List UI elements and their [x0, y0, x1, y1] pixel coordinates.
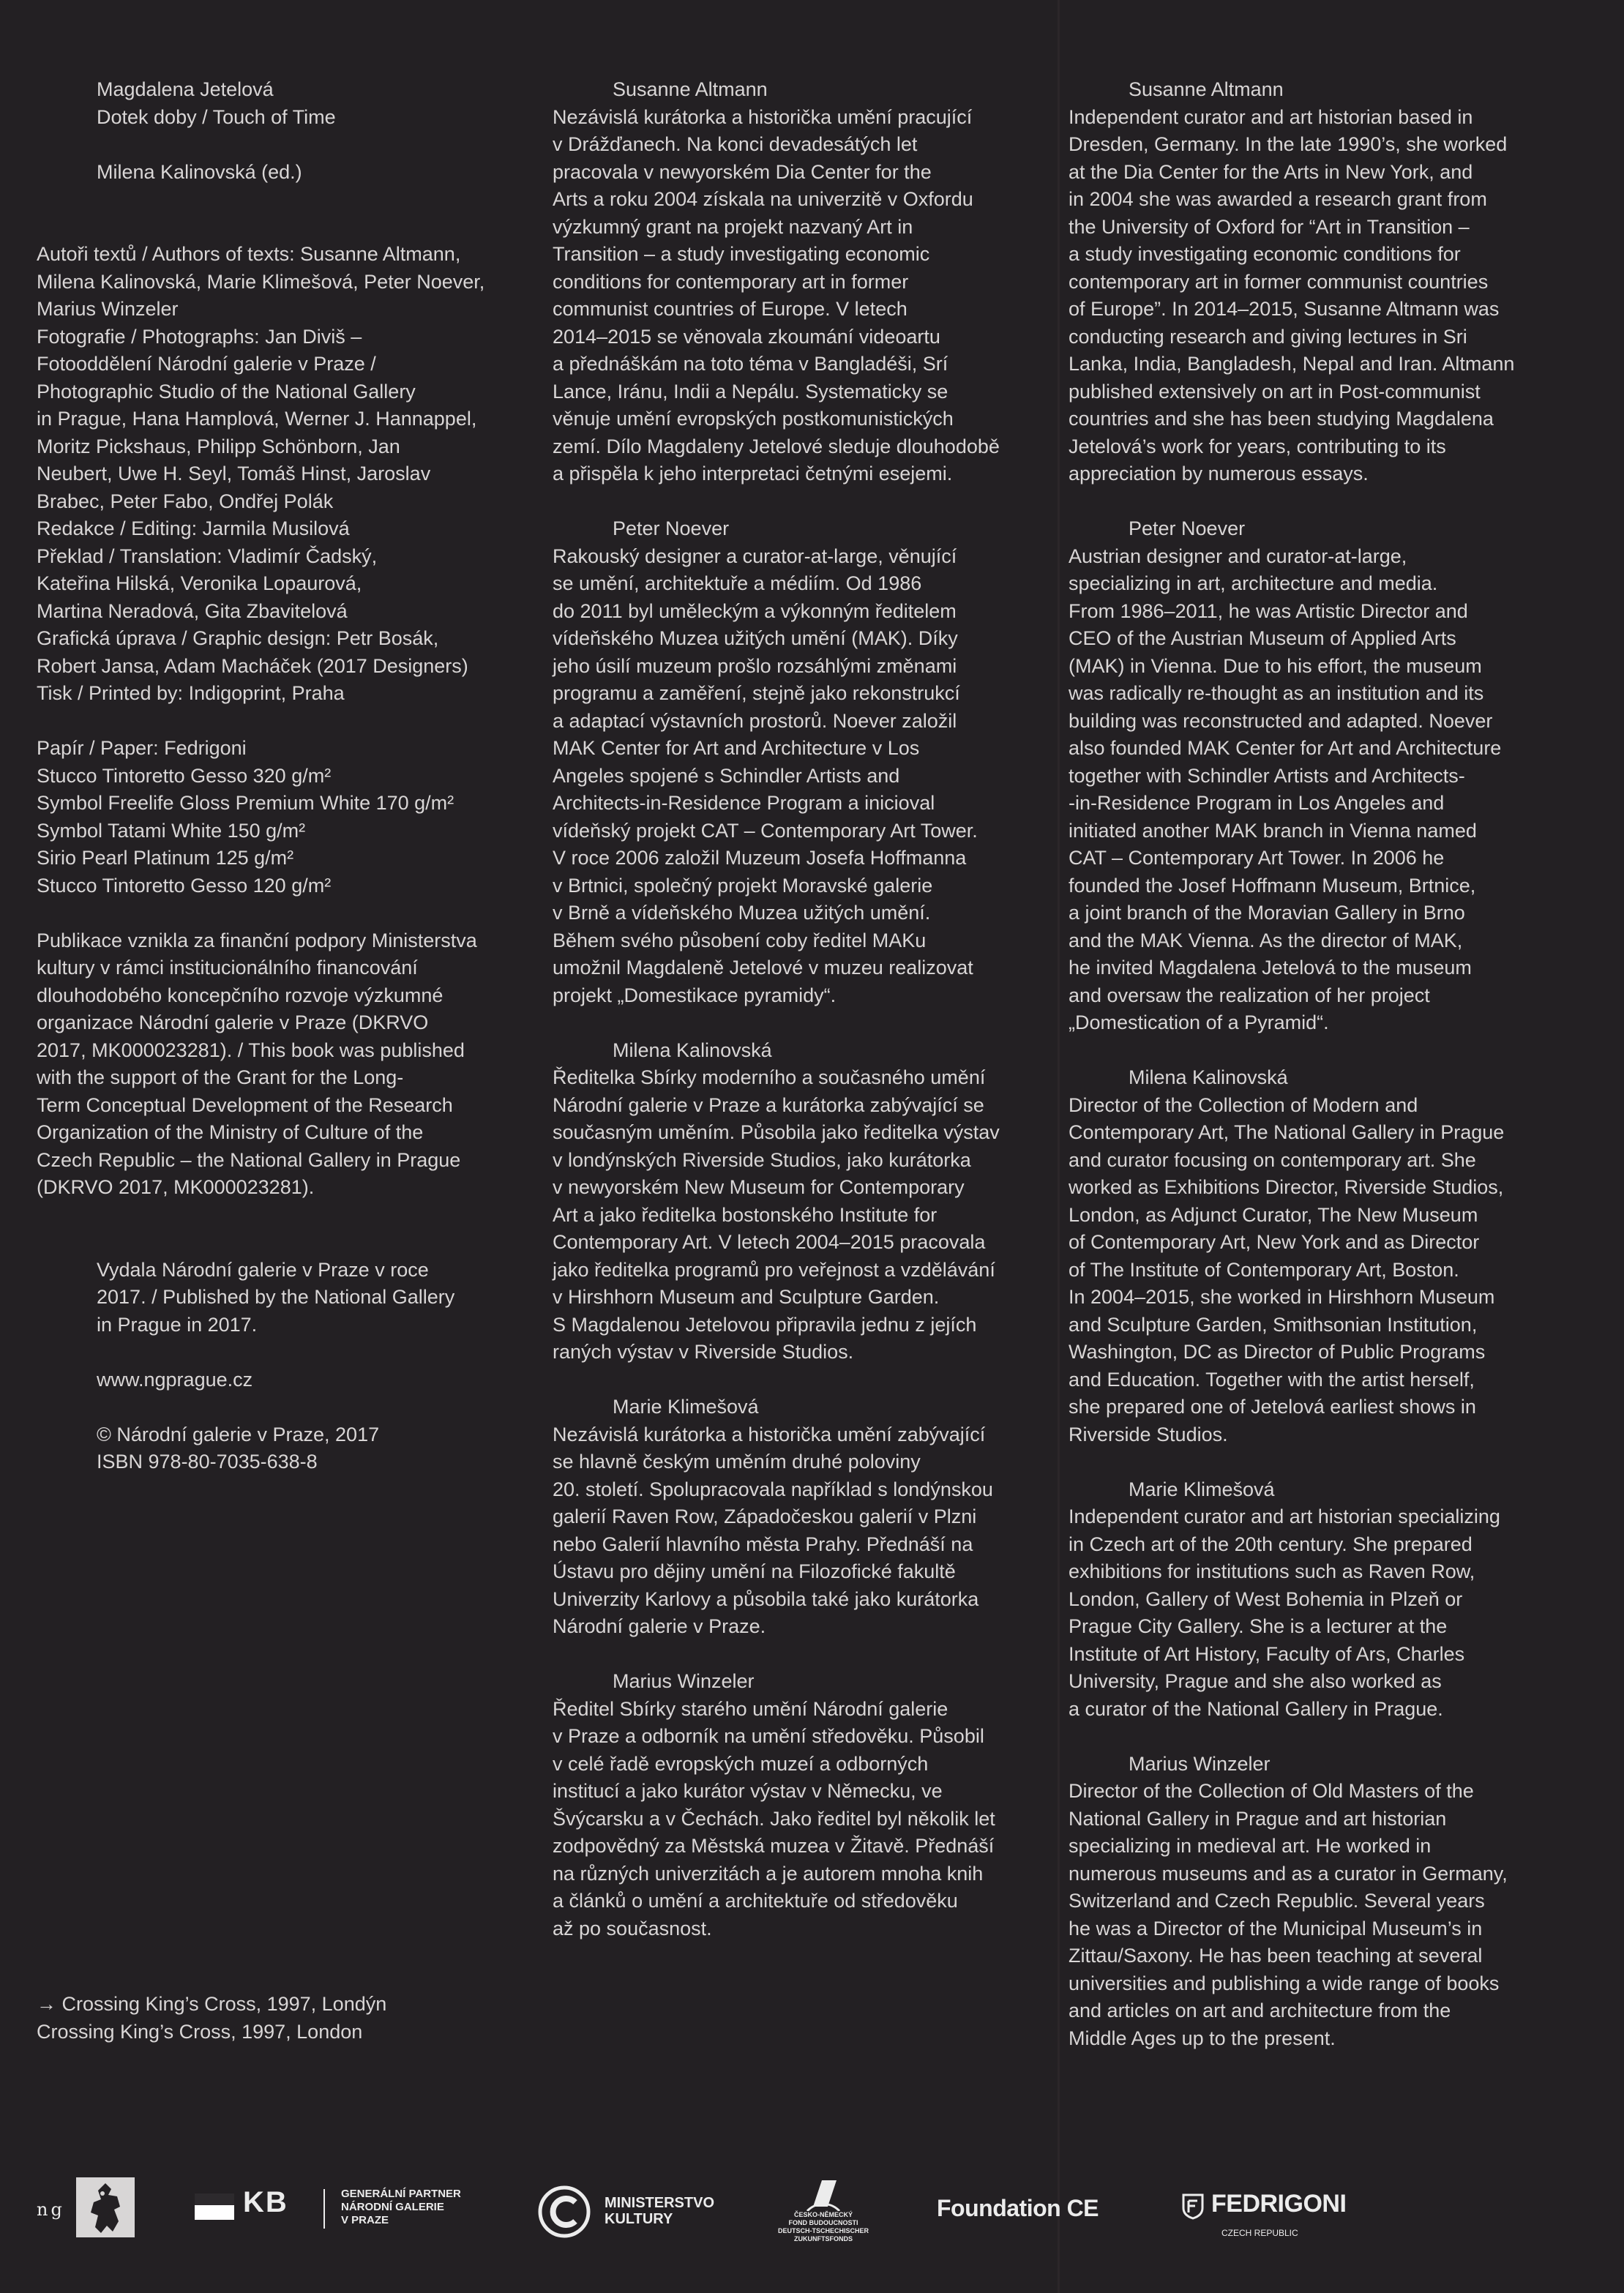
bio-name: Marius Winzeler [613, 1670, 755, 1692]
text-line: Photographic Studio of the National Gallery [37, 380, 416, 403]
text-line: Martina Neradová, Gita Zbavitelová [37, 599, 348, 622]
text-line: Crossing King’s Cross, 1997, London [37, 2020, 363, 2043]
bio-name: Susanne Altmann [613, 78, 768, 100]
foundation-ce-logo: Foundation CE [937, 2195, 1099, 2221]
text-line: Grafická úprava / Graphic design: Petr Bosák, [37, 627, 439, 649]
bio-name: Susanne Altmann [1129, 78, 1284, 100]
ministry-circle-icon [537, 2185, 591, 2239]
bio-text-line: pracovala v newyorském Dia Center for the [553, 160, 932, 183]
funding-block [37, 927, 534, 1202]
bio-text-line: Národní galerie v Praze. [553, 1615, 766, 1637]
bio-text [1069, 1092, 1595, 1449]
kb-square-icon [195, 2193, 234, 2220]
text-line: Robert Jansa, Adam Macháček (2017 Designers) [37, 654, 468, 677]
bio-text-line: vídeňský projekt CAT – Contemporary Art Tower. [553, 819, 978, 842]
bio-text-line: Director of the Collection of Modern and [1069, 1093, 1418, 1116]
bio-text-line: institucí a jako kurátor výstav v Německu, ve [553, 1780, 943, 1802]
publisher-block [37, 1257, 534, 1339]
bio-text-line: and Education. Together with the artist herself, [1069, 1368, 1475, 1391]
text-line: Stucco Tintoretto Gesso 120 g/m² [37, 874, 332, 897]
bio-entry [1069, 1476, 1595, 1724]
bio-text-line: v londýnských Riverside Studios, jako kurátorka [553, 1148, 971, 1171]
text-line: (DKRVO 2017, MK000023281). [37, 1176, 315, 1198]
bio-text-line: the University of Oxford for “Art in Transition – [1069, 215, 1470, 238]
bio-entry [1069, 1751, 1595, 2053]
bio-text-line: at the Dia Center for the Arts in New York, and [1069, 160, 1473, 183]
bio-text-line: London, Gallery of West Bohemia in Plzeň or [1069, 1587, 1463, 1610]
lion-emblem-icon [76, 2177, 135, 2237]
bio-text-line: raných výstav v Riverside Studios. [553, 1341, 854, 1363]
bio-text-line: of The Institute of Contemporary Art, Boston. [1069, 1258, 1459, 1281]
bio-text-line: Arts a roku 2004 získala na univerzitě v Oxfordu [553, 188, 973, 210]
bio-text-line: appreciation by numerous essays. [1069, 463, 1369, 485]
text-line: in Prague, Hana Hamplová, Werner J. Hannappel, [37, 408, 477, 430]
bio-text-line: a study investigating economic conditions for [1069, 243, 1461, 265]
bio-text-line: V roce 2006 založil Muzeum Josefa Hoffmanna [553, 847, 967, 869]
ministry-text: MINISTERSTVO KULTURY [605, 2195, 715, 2227]
bio-text-line: Independent curator and art historian based in [1069, 105, 1473, 128]
bio-text-line: in 2004 she was awarded a research grant from [1069, 188, 1487, 210]
bio-text-line: and the MAK Vienna. As the director of MAK, [1069, 929, 1463, 951]
bio-text-line: specializing in art, architecture and media. [1069, 572, 1438, 594]
colophon-column [37, 76, 534, 1476]
page-fold [1058, 0, 1060, 2293]
bio-text-line: universities and publishing a wide range of books [1069, 1972, 1500, 1994]
text-line: Neubert, Uwe H. Seyl, Tomáš Hinst, Jaroslav [37, 463, 431, 485]
bio-text-line: founded the Josef Hoffmann Museum, Brtnice, [1069, 874, 1476, 897]
text-line: Symbol Tatami White 150 g/m² [37, 819, 306, 842]
bio-text-line: se umění, architektuře a médiím. Od 1986 [553, 572, 922, 594]
text-line: Moritz Pickshaus, Philipp Schönborn, Jan [37, 435, 400, 457]
bio-text-line: v Drážďanech. Na konci devadesátých let [553, 133, 918, 155]
ministry-of-culture-logo [537, 2185, 742, 2243]
text-line: with the support of the Grant for the Long- [37, 1066, 404, 1088]
bio-text-line: Middle Ages up to the present. [1069, 2027, 1336, 2049]
image-caption [37, 1991, 534, 2046]
bios-english-column [1069, 76, 1595, 2052]
text-line: Milena Kalinovská, Marie Klimešová, Peter Noever, [37, 270, 485, 293]
bio-text [1069, 104, 1595, 488]
bio-text-line: Contemporary Art. V letech 2004–2015 pracovala [553, 1231, 986, 1253]
bio-text-line: galerií Raven Row, Západočeskou galerií v Plzni [553, 1505, 977, 1527]
bio-text-line: Riverside Studios. [1069, 1423, 1228, 1445]
fedrigoni-subtitle: CZECH REPUBLIC [1221, 2228, 1298, 2238]
bio-entry [553, 1668, 1050, 1942]
bio-name: Marie Klimešová [613, 1396, 759, 1418]
bio-text-line: Švýcarsku a v Čechách. Jako ředitel byl několik let [553, 1807, 995, 1830]
bio-text-line: v Hirshhorn Museum and Sculpture Garden. [553, 1286, 940, 1308]
bio-text-line: 2014–2015 se věnovala zkoumání videoartu [553, 325, 940, 348]
text-line: in Prague in 2017. [97, 1313, 258, 1336]
bio-text [1069, 543, 1595, 1037]
bio-text-line: -in-Residence Program in Los Angeles and [1069, 792, 1445, 814]
bio-text-line: Jetelová’s work for years, contributing to its [1069, 435, 1446, 457]
bio-text-line: Switzerland and Czech Republic. Several years [1069, 1890, 1485, 1912]
fedrigoni-wordmark: FEDRIGONI [1211, 2190, 1347, 2218]
bio-text-line: v Brtnici, společný projekt Moravské galerie [553, 874, 933, 897]
bio-text-line: of Contemporary Art, New York and as Director [1069, 1231, 1480, 1253]
bio-text-line: (MAK) in Vienna. Due to his effort, the museum [1069, 654, 1482, 677]
bio-text-line: Ústavu pro dějiny umění na Filozofické fakultě [553, 1560, 956, 1582]
bio-text-line: building was reconstructed and adapted. Noever [1069, 709, 1493, 732]
bio-text-line: Lanka, India, Bangladesh, Nepal and Iran. Altmann [1069, 353, 1515, 375]
bio-text-line: initiated another MAK branch in Vienna named [1069, 819, 1477, 842]
text-line: Czech Republic – the National Gallery in Prague [37, 1148, 461, 1171]
text-line: Brabec, Peter Fabo, Ondřej Polák [37, 490, 334, 512]
bio-text-line: 20. století. Spolupracovala například s londýnskou [553, 1478, 993, 1500]
bio-text [553, 104, 1050, 488]
bio-text-line: programu a zaměření, stejně jako rekonstrukcí [553, 682, 960, 704]
bio-text-line: Austrian designer and curator-at-large, [1069, 545, 1407, 567]
text-line: Tisk / Printed by: Indigoprint, Praha [37, 682, 345, 704]
bio-text-line: University, Prague and she also worked as [1069, 1670, 1442, 1692]
paper-block [37, 735, 534, 899]
bio-text-line: conducting research and giving lectures in Sri [1069, 325, 1467, 348]
national-gallery-logo [37, 2177, 146, 2237]
bio-text-line: a joint branch of the Moravian Gallery in Brno [1069, 902, 1465, 924]
credits-block [37, 241, 534, 708]
bio-text-line: he invited Magdalena Jetelová to the museum [1069, 957, 1472, 979]
bio-text-line: až po současnost. [553, 1917, 712, 1939]
bio-text-line: and articles on art and architecture from the [1069, 2000, 1451, 2021]
kb-wordmark: KB [243, 2186, 288, 2218]
bio-text-line: Architects-in-Residence Program a inicioval [553, 792, 935, 814]
bio-text-line: Transition – a study investigating economic [553, 243, 930, 265]
text-line: Kateřina Hilská, Veronika Lopaurová, [37, 572, 362, 594]
bio-text-line: exhibitions for institutions such as Raven Row, [1069, 1560, 1475, 1582]
bios-czech-column [553, 76, 1050, 1942]
editor-name: Milena Kalinovská (ed.) [97, 160, 302, 183]
text-line: Marius Winzeler [37, 298, 179, 320]
bio-text-line: Prague City Gallery. She is a lecturer at the [1069, 1615, 1448, 1637]
bio-text-line: a článků o umění a architektuře od středověku [553, 1890, 958, 1912]
kb-logo [195, 2186, 502, 2236]
bio-name: Milena Kalinovská [1129, 1066, 1288, 1088]
bio-text-line: a přednáškám na toto téma v Bangladéši, Srí [553, 353, 948, 375]
bio-text-line: Independent curator and art historian specializing [1069, 1505, 1500, 1527]
bio-text-line: jako ředitelka programů pro veřejnost a vzdělávání [553, 1258, 995, 1281]
text-line: 2017. / Published by the National Gallery [97, 1286, 455, 1308]
bio-text [553, 1421, 1050, 1641]
bio-text-line: Zittau/Saxony. He has been teaching at several [1069, 1945, 1483, 1967]
bio-text-line: conditions for contemporary art in former [553, 270, 909, 293]
bio-text-line: Lance, Iránu, Indii a Nepálu. Systematicky se [553, 380, 948, 403]
text-line: Organization of the Ministry of Culture of the [37, 1121, 424, 1143]
bio-text-line: jeho úsilí muzeum prošlo rozsáhlými změnami [553, 654, 957, 677]
fund-text: ČESKO-NĚMECKÝ FOND BUDOUCNOSTI DEUTSCH-TSCHECHISCHER ZUKUNFTSFONDS [777, 2211, 869, 2242]
bio-name: Marie Klimešová [1129, 1478, 1275, 1500]
artist-name: Magdalena Jetelová [97, 78, 274, 100]
bio-text-line: S Magdalenou Jetelovou připravila jednu z jejích [553, 1313, 977, 1336]
bio-text-line: National Gallery in Prague and art historian [1069, 1807, 1447, 1830]
bio-text-line: was radically re-thought as an institution and its [1069, 682, 1484, 704]
bio-text-line: of Europe”. In 2014–2015, Susanne Altmann was [1069, 298, 1500, 320]
bio-text-line: a curator of the National Gallery in Prague. [1069, 1697, 1443, 1720]
bio-text-line: In 2004–2015, she worked in Hirshhorn Museum [1069, 1286, 1495, 1308]
bio-text-line: v newyorském New Museum for Contemporary [553, 1176, 965, 1198]
bio-text-line: současným uměním. Působila jako ředitelka výstav [553, 1121, 1000, 1143]
bio-text [553, 1696, 1050, 1943]
bio-text-line: Nezávislá kurátorka a historička umění zabývající [553, 1423, 986, 1445]
bio-text-line: published extensively on art in Post-communist [1069, 380, 1481, 403]
bio-text-line: Během svého působení coby ředitel MAKu [553, 929, 927, 951]
bio-text-line: he was a Director of the Municipal Museum’s in [1069, 1917, 1483, 1939]
bio-text-line: Ředitelka Sbírky moderního a současného umění [553, 1066, 986, 1088]
text-line: Term Conceptual Development of the Research [37, 1093, 453, 1116]
bio-text-line: umožnil Magdaleně Jetelové v muzeu realizovat [553, 957, 973, 979]
bio-text-line: zemí. Dílo Magdaleny Jetelové sleduje dlouhodobě [553, 435, 1000, 457]
bio-entry [1069, 1064, 1595, 1448]
bio-text [1069, 1503, 1595, 1723]
bio-text-line: she prepared one of Jetelová earliest shows in [1069, 1396, 1476, 1418]
bio-name: Marius Winzeler [1129, 1752, 1271, 1775]
bio-text-line: Univerzity Karlovy a působila také jako kurátorka [553, 1587, 979, 1610]
sponsor-logos [0, 2177, 1624, 2243]
bio-text-line: Director of the Collection of Old Masters of the [1069, 1780, 1474, 1802]
fund-emblem-icon [765, 2177, 882, 2211]
bio-text-line: Washington, DC as Director of Public Programs [1069, 1341, 1486, 1363]
bio-text-line: CAT – Contemporary Art Tower. In 2006 he [1069, 847, 1445, 869]
bio-text [1069, 1778, 1595, 2052]
isbn: ISBN 978-80-7035-638-8 [97, 1451, 318, 1473]
bio-text-line: also founded MAK Center for Art and Architecture [1069, 737, 1502, 759]
text-line: Sirio Pearl Platinum 125 g/m² [37, 847, 294, 869]
text-line: Stucco Tintoretto Gesso 320 g/m² [37, 764, 332, 787]
bio-text-line: výzkumný grant na projekt nazvaný Art in [553, 215, 913, 238]
bio-text-line: and Sculpture Garden, Smithsonian Institution, [1069, 1313, 1478, 1336]
bio-text-line: Nezávislá kurátorka a historička umění pracující [553, 105, 973, 128]
text-line: 2017, MK000023281). / This book was published [37, 1039, 465, 1061]
bio-entry [1069, 515, 1595, 1037]
bio-text-line: věnuje umění evropských postkomunistických [553, 408, 954, 430]
kb-divider [323, 2189, 325, 2229]
bio-text-line: Ředitel Sbírky starého umění Národní galerie [553, 1697, 948, 1720]
bio-text-line: v Brně a vídeňského Muzea užitých umění. [553, 902, 931, 924]
fedrigoni-logo [1182, 2192, 1358, 2236]
bio-name: Peter Noever [1129, 517, 1246, 539]
bio-entry [553, 1037, 1050, 1366]
bio-text-line: in Czech art of the 20th century. She prepared [1069, 1533, 1473, 1555]
text-line: Fotooddělení Národní galerie v Praze / [37, 353, 376, 375]
bio-name: Milena Kalinovská [613, 1039, 772, 1061]
bio-text-line: MAK Center for Art and Architecture v Los [553, 737, 920, 759]
text-line: Autoři textů / Authors of texts: Susanne Altmann, [37, 243, 461, 265]
bio-text-line: CEO of the Austrian Museum of Applied Arts [1069, 627, 1456, 649]
text-line: dlouhodobého koncepčního rozvoje výzkumné [37, 984, 444, 1006]
bio-text-line: worked as Exhibitions Director, Riverside Studios, [1069, 1176, 1504, 1198]
bio-text-line: contemporary art in former communist countries [1069, 270, 1489, 293]
fedrigoni-shield-icon [1182, 2193, 1204, 2220]
book-title: Dotek doby / Touch of Time [97, 105, 336, 128]
text-line: Symbol Freelife Gloss Premium White 170 g/m² [37, 792, 454, 814]
bio-text-line: numerous museums and as a curator in Germany, [1069, 1862, 1508, 1885]
bio-text-line: v celé řadě evropských muzeí a odborných [553, 1752, 929, 1775]
bio-entry [1069, 76, 1595, 488]
bio-text-line: specializing in medieval art. He worked in [1069, 1835, 1432, 1857]
bio-name: Peter Noever [613, 517, 730, 539]
bio-text-line: nebo Galerií hlavního města Prahy. Přednáší na [553, 1533, 973, 1555]
text-line: Publikace vznikla za finanční podpory Ministerstva [37, 929, 477, 951]
website-link[interactable]: www.ngprague.cz [97, 1368, 253, 1391]
bio-text-line: „Domestication of a Pyramid“. [1069, 1011, 1329, 1033]
copyright: © Národní galerie v Praze, 2017 [97, 1423, 380, 1445]
bio-entry [553, 76, 1050, 488]
bio-text-line: a adaptací výstavních prostorů. Noever založil [553, 709, 957, 732]
bio-text-line: together with Schindler Artists and Architects- [1069, 764, 1465, 787]
text-line: Překlad / Translation: Vladimír Čadský, [37, 545, 378, 567]
bio-text-line: Contemporary Art, The National Gallery in Prague [1069, 1121, 1505, 1143]
bio-text-line: and oversaw the realization of her project [1069, 984, 1430, 1006]
bio-text-line: communist countries of Europe. V letech [553, 298, 908, 320]
kb-partner-text: GENERÁLNÍ PARTNER NÁRODNÍ GALERIE V PRAZE [341, 2188, 461, 2226]
bio-text-line: Institute of Art History, Faculty of Ars, Charles [1069, 1642, 1465, 1665]
text-line: Fotografie / Photographs: Jan Diviš – [37, 325, 362, 348]
bio-text-line: Rakouský designer a curator-at-large, věnující [553, 545, 957, 567]
bio-text-line: do 2011 byl uměleckým a výkonným ředitelem [553, 599, 957, 622]
bio-text-line: zodpovědný za Městská muzea v Žitavě. Přednáší [553, 1835, 995, 1857]
bio-text-line: a přispěla k jeho interpretaci četnými esejemi. [553, 463, 953, 485]
bio-text-line: From 1986–2011, he was Artistic Director and [1069, 599, 1468, 622]
bio-entry [553, 1394, 1050, 1641]
text-line: → Crossing King’s Cross, 1997, Londýn [37, 1993, 387, 2015]
bio-text-line: Art a jako ředitelka bostonského Institute for [553, 1203, 938, 1226]
bio-text [553, 1064, 1050, 1366]
bio-text-line: Dresden, Germany. In the late 1990’s, she worked [1069, 133, 1508, 155]
text-line: Redakce / Editing: Jarmila Musilová [37, 517, 350, 539]
czech-german-fund-logo [765, 2177, 882, 2243]
bio-text-line: na různých univerzitách a je autorem mnoha knih [553, 1862, 984, 1885]
bio-text-line: projekt „Domestikace pyramidy“. [553, 984, 837, 1006]
bio-text [553, 543, 1050, 1010]
bio-text-line: v Praze a odborník na umění středověku. Působil [553, 1725, 984, 1747]
bio-text-line: and curator focusing on contemporary art. She [1069, 1148, 1476, 1171]
text-line: Papír / Paper: Fedrigoni [37, 737, 247, 759]
text-line: kultury v rámci institucionálního financování [37, 957, 418, 979]
text-line: organizace Národní galerie v Praze (DKRVO [37, 1011, 429, 1033]
bio-text-line: London, as Adjunct Curator, The New Museum [1069, 1203, 1478, 1226]
text-line: Vydala Národní galerie v Praze v roce [97, 1258, 429, 1281]
bio-text-line: Národní galerie v Praze a kurátorka zabývající se [553, 1093, 984, 1116]
bio-text-line: se hlavně českým uměním druhé poloviny [553, 1451, 921, 1473]
bio-text-line: vídeňského Muzea užitých umění (MAK). Díky [553, 627, 958, 649]
ng-logo-text: ng [37, 2199, 65, 2220]
bio-text-line: countries and she has been studying Magdalena [1069, 408, 1494, 430]
bio-text-line: Angeles spojené s Schindler Artists and [553, 764, 900, 787]
bio-entry [553, 515, 1050, 1009]
